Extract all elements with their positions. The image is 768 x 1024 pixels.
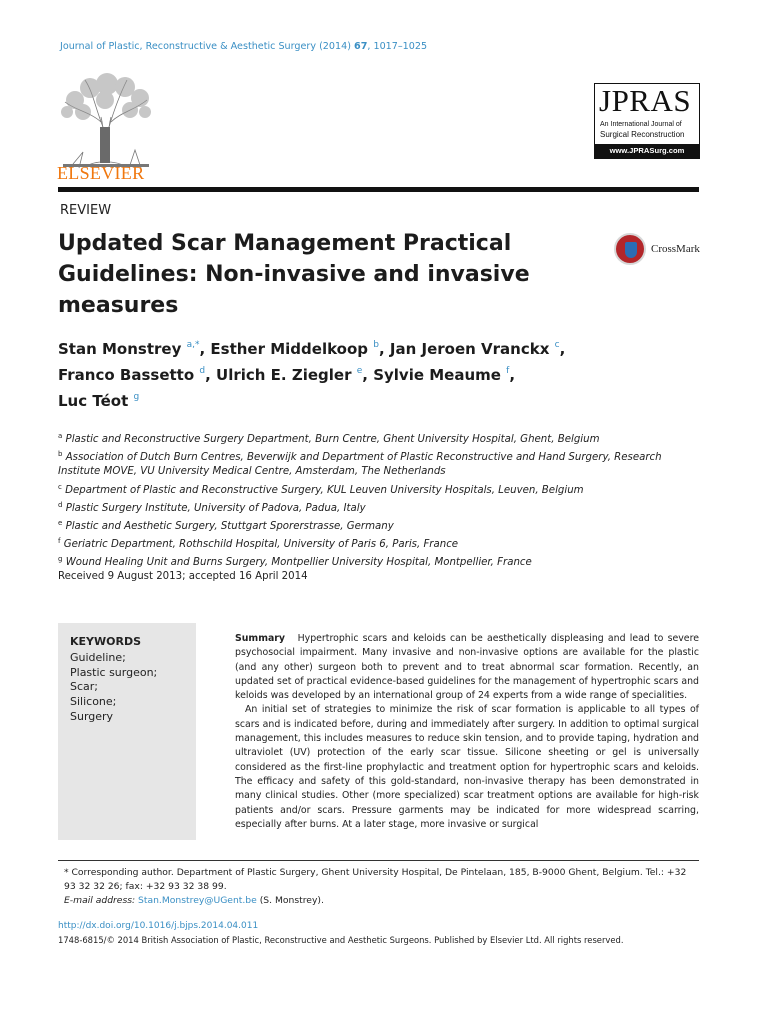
author-name[interactable]: Esther Middelkoop: [210, 340, 369, 358]
keyword-item[interactable]: Surgery: [70, 709, 114, 723]
affiliation-text: Association of Dutch Burn Centres, Beverwijk and Department of Plastic Reconstructive and Hand Surgery, Research Institute MOVE, VU University Medical Centre, Amsterdam, The Netherlands: [58, 452, 662, 478]
article-title: Updated Scar Management Practical Guidelines: Non-invasive and invasive measures: [58, 231, 530, 318]
journal-volume: 67: [354, 41, 368, 52]
author-name[interactable]: Stan Monstrey: [58, 340, 182, 358]
email-label: E-mail address:: [64, 894, 136, 906]
keyword-item[interactable]: Silicone;: [70, 695, 117, 709]
journal-pages: , 1017–1025: [367, 41, 428, 52]
keywords-box: [58, 623, 196, 840]
author-name[interactable]: Luc Téot: [58, 392, 129, 410]
email-link[interactable]: Stan.Monstrey@UGent.be: [138, 894, 257, 906]
affiliation-text: Plastic and Aesthetic Surgery, Stuttgart Sporerstrasse, Germany: [65, 521, 394, 533]
copyright-line: 1748-6815/© 2014 British Association of Plastic, Reconstructive and Aesthetic Surgeons. Published by Elsevier Ltd. All rights reserved.: [58, 935, 624, 945]
affiliation-list: [58, 429, 698, 571]
jpras-journal-logo[interactable]: [594, 83, 700, 159]
summary-paragraph-1: Hypertrophic scars and keloids can be aesthetically displeasing and lead to severe psychosocial impairment. Many invasive and non-invasive options are available for the plastic (and any other) surgeon both to prevent and to treat abnormal scar formation. Recently, an updated set of practical evidence-based guidelines for the management of hypertrophic scars and keloids was developed by an international group of 24 experts from a wide range of specialities.: [235, 633, 699, 702]
author-separator: ,: [362, 366, 374, 384]
journal-prefix: Journal of Plastic, Reconstructive & Aesthetic Surgery (2014): [60, 41, 355, 52]
crossmark-icon: [614, 233, 646, 265]
author-affiliation-mark[interactable]: d: [199, 366, 206, 376]
jpras-subtitle-1: An International Journal of: [600, 121, 682, 128]
affiliation-item: [58, 534, 698, 552]
footnote-rule: [58, 860, 699, 861]
summary-abstract: [235, 632, 699, 832]
keyword-item[interactable]: Scar;: [70, 680, 98, 694]
affiliation-mark: g: [58, 555, 63, 564]
affiliation-mark: b: [58, 450, 63, 459]
author-separator: ,: [378, 340, 390, 358]
email-suffix: (S. Monstrey).: [256, 894, 324, 906]
journal-citation[interactable]: [60, 41, 427, 52]
affiliation-mark: c: [58, 482, 62, 491]
footnote: [58, 866, 699, 907]
author-separator: ,: [559, 340, 566, 358]
affiliation-mark: d: [58, 500, 63, 509]
email-line: [58, 894, 699, 908]
summary-label: Summary: [235, 633, 286, 644]
keywords-heading: KEYWORDS: [70, 635, 142, 648]
affiliation-item: [58, 552, 698, 570]
author-affiliation-mark[interactable]: g: [133, 392, 140, 402]
affiliation-text: Geriatric Department, Rothschild Hospital, University of Paris 6, Paris, France: [63, 539, 459, 551]
corresponding-author-note: * Corresponding author. Department of Plastic Surgery, Ghent University Hospital, De Pintelaan, 185, B-9000 Ghent, Belgium. Tel.: +32 93 32 32 26; fax: +32 93 32 38 99.: [64, 867, 687, 892]
author-name[interactable]: Sylvie Meaume: [373, 366, 501, 384]
author-name[interactable]: Franco Bassetto: [58, 366, 195, 384]
keyword-item[interactable]: Plastic surgeon;: [70, 665, 158, 679]
affiliation-item: [58, 447, 698, 479]
affiliation-text: Department of Plastic and Reconstructive Surgery, KUL Leuven University Hospitals, Leuven, Belgium: [65, 484, 584, 496]
affiliation-text: Plastic and Reconstructive Surgery Department, Burn Centre, Ghent University Hospital, Ghent, Belgium: [65, 434, 600, 445]
affiliation-item: [58, 498, 698, 516]
doi-link[interactable]: http://dx.doi.org/10.1016/j.bjps.2014.04.011: [58, 921, 259, 931]
affiliation-mark: e: [58, 519, 63, 528]
affiliation-mark: a: [58, 432, 63, 440]
author-separator: ,: [199, 340, 211, 358]
jpras-title: JPRAS: [599, 83, 692, 118]
article-type: REVIEW: [60, 203, 112, 218]
author-name[interactable]: Ulrich E. Ziegler: [216, 366, 352, 384]
author-affiliation-mark[interactable]: b: [373, 340, 379, 350]
affiliation-item: [58, 480, 698, 498]
received-dates: Received 9 August 2013; accepted 16 April 2014: [58, 571, 308, 582]
affiliation-item: [58, 429, 698, 447]
summary-paragraph-2: An initial set of strategies to minimize the risk of scar formation is applicable to all types of scars and is indicated before, during and immediately after surgery. In addition to optimal surgical management, this includes measures to reduce skin tension, and to provide taping, hydration and ultraviolet (UV) protection of the early scar tissue. Silicone sheeting or gel is universally considered as the first-line prophylactic and treatment option for hypertrophic scars and keloids. The efficacy and safety of this gold-standard, non-invasive therapy has been demonstrated in many clinical studies. Other (more specialized) scar treatment options are available for high-risk patients and/or scars. Pressure garments may be indicated for more widespread scarring, especially after burns. At a later stage, more invasive or surgical: [235, 704, 699, 830]
author-affiliation-mark[interactable]: e: [356, 366, 363, 376]
elsevier-wordmark: ELSEVIER: [57, 163, 145, 183]
author-separator: ,: [509, 366, 516, 384]
author-affiliation-mark[interactable]: a,*: [186, 340, 200, 350]
author-list: [58, 334, 658, 412]
author-name[interactable]: Jan Jeroen Vranckx: [389, 340, 550, 358]
crossmark-button[interactable]: [614, 233, 704, 267]
keywords-list: [70, 651, 157, 725]
keyword-item[interactable]: Guideline;: [70, 651, 126, 664]
jpras-url: www.JPRASurg.com: [595, 144, 699, 158]
header-rule: [58, 187, 699, 192]
affiliation-text: Plastic Surgery Institute, University of Padova, Padua, Italy: [65, 502, 366, 514]
affiliation-item: [58, 516, 698, 534]
affiliation-mark: f: [58, 537, 61, 546]
author-affiliation-mark[interactable]: f: [506, 366, 510, 376]
jpras-subtitle-2: Surgical Reconstruction: [600, 130, 685, 139]
author-separator: ,: [205, 366, 217, 384]
author-affiliation-mark[interactable]: c: [554, 340, 560, 350]
affiliation-text: Wound Healing Unit and Burns Surgery, Montpellier University Hospital, Montpellier, France: [65, 557, 532, 569]
crossmark-label: CrossMark: [651, 243, 700, 255]
